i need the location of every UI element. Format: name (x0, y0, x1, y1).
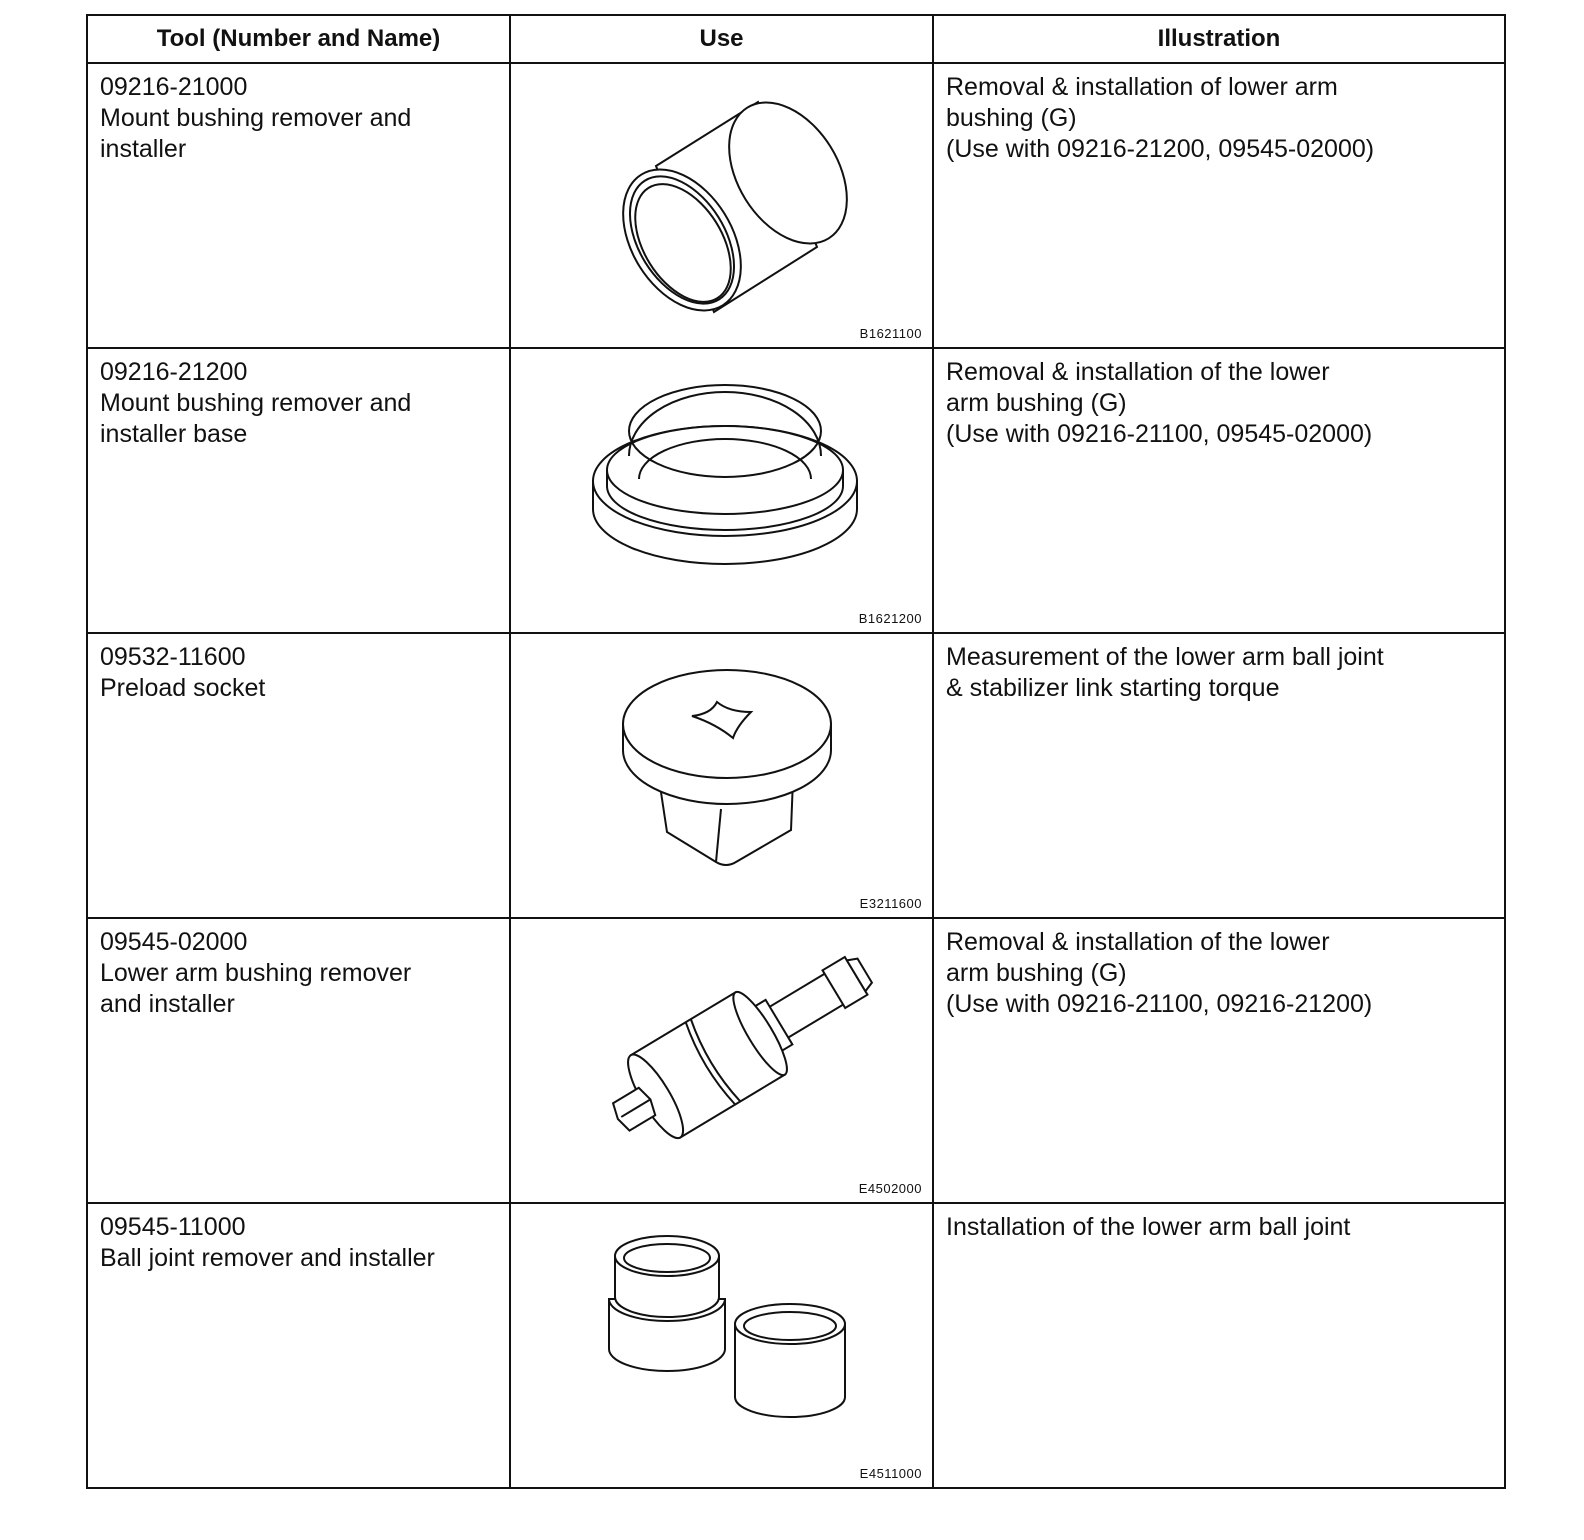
tool-cell (87, 63, 510, 348)
tool-number: 09216-21000 (100, 73, 248, 101)
table-row (87, 918, 1505, 1203)
header-illustration: Illustration (933, 15, 1505, 63)
image-code: B1621200 (858, 611, 922, 626)
tool-name-line: and installer (100, 990, 235, 1018)
table-row (87, 348, 1505, 633)
image-code: B1621100 (859, 326, 922, 341)
tool-image-cell (510, 348, 933, 633)
tool-cell (87, 918, 510, 1203)
ball-joint-cups-icon (511, 1204, 934, 1487)
tool-cell (87, 633, 510, 918)
description-cell (933, 348, 1505, 633)
description-cell (933, 63, 1505, 348)
description-line: (Use with 09216-21100, 09545-02000) (946, 420, 1373, 448)
tool-number: 09545-02000 (100, 928, 248, 956)
tool-name-line: Ball joint remover and installer (100, 1244, 435, 1272)
tool-image-cell (510, 1203, 933, 1488)
tool-number: 09532-11600 (100, 643, 246, 671)
tool-name-line: installer base (100, 420, 248, 448)
tool-cell (87, 348, 510, 633)
tool-cell (87, 1203, 510, 1488)
tool-name-line: Lower arm bushing remover (100, 959, 412, 987)
description-cell (933, 633, 1505, 918)
tool-image-cell (510, 63, 933, 348)
image-code: E4502000 (858, 1181, 922, 1196)
description-line: Removal & installation of the lower (946, 358, 1330, 386)
image-code: E3211600 (859, 896, 922, 911)
bushing-sleeve-icon (511, 64, 934, 347)
description-line: Removal & installation of the lower (946, 928, 1330, 956)
description-line: & stabilizer link starting torque (946, 674, 1280, 702)
description-line: Installation of the lower arm ball joint (946, 1213, 1351, 1241)
header-use: Use (510, 15, 933, 63)
tool-number: 09216-21200 (100, 358, 248, 386)
description-line: Measurement of the lower arm ball joint (946, 643, 1384, 671)
description-cell (933, 1203, 1505, 1488)
image-code: E4511000 (859, 1466, 922, 1481)
tool-image-cell (510, 918, 933, 1203)
tool-name-line: installer (100, 135, 187, 163)
description-line: (Use with 09216-21200, 09545-02000) (946, 135, 1375, 163)
description-line: Removal & installation of lower arm (946, 73, 1338, 101)
tool-image-cell (510, 633, 933, 918)
description-line: bushing (G) (946, 104, 1077, 132)
preload-socket-icon (511, 634, 934, 917)
header-tool: Tool (Number and Name) (87, 15, 510, 63)
description-line: arm bushing (G) (946, 959, 1127, 987)
header-row (87, 15, 1505, 63)
installer-base-ring-icon (511, 349, 934, 632)
tool-name-line: Mount bushing remover and (100, 104, 412, 132)
tool-name-line: Preload socket (100, 674, 266, 702)
description-cell (933, 918, 1505, 1203)
table-row (87, 1203, 1505, 1488)
table-row (87, 633, 1505, 918)
bushing-puller-icon (511, 919, 934, 1202)
tool-name-line: Mount bushing remover and (100, 389, 412, 417)
special-tools-table (86, 14, 1506, 1489)
tool-number: 09545-11000 (100, 1213, 246, 1241)
description-line: (Use with 09216-21100, 09216-21200) (946, 990, 1373, 1018)
table-row (87, 63, 1505, 348)
description-line: arm bushing (G) (946, 389, 1127, 417)
